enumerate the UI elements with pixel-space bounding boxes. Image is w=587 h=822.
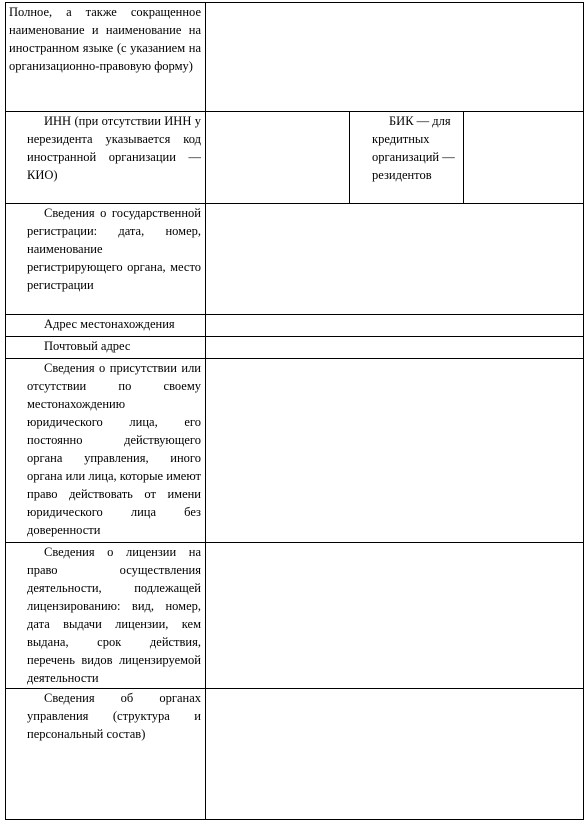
full-name-value[interactable] [206, 3, 583, 111]
state-registration-label: Сведения о государственной регистрации: дата, номер, наименование регистрирующего органа, место регистрации [27, 206, 201, 292]
inn-label: ИНН (при отсутствии ИНН у нерезидента указывается код иностранной организации — КИО) [27, 114, 201, 182]
location-address-label: Адрес местонахождения [44, 317, 175, 331]
bik-label: БИК — для кредитных организаций — резидентов [372, 114, 455, 182]
license-label: Сведения о лицензии на право осуществления деятельности, подлежащей лицензированию: вид, номер, дата выдачи лицензии, кем выдана, срок действия, перечень видов лицензируемой деятельности [27, 545, 201, 685]
inn-bik-divider [349, 111, 350, 204]
postal-address-label: Почтовый адрес [44, 339, 131, 353]
inn-value[interactable] [206, 112, 349, 203]
state-registration-value[interactable] [206, 204, 583, 314]
table-border-bottom [5, 819, 584, 820]
table-border-left [5, 2, 6, 820]
governing-bodies-label: Сведения об органах управления (структура и персональный состав) [27, 691, 201, 741]
license-value[interactable] [206, 543, 583, 688]
governing-bodies-value[interactable] [206, 689, 583, 819]
management-presence-label: Сведения о присутствии или отсутствии по своему местонахождению юридического лица, его постоянно действующего органа управления, иного органа или лица, которые имеют право действовать от имени юридического лица без доверенности [27, 361, 201, 537]
full-name-label: Полное, а также сокращенное наименование и наименование на иностранном языке (с указанием на организационно-правовую форму) [9, 5, 201, 73]
postal-address-value[interactable] [206, 337, 583, 358]
location-address-value[interactable] [206, 315, 583, 336]
management-presence-value[interactable] [206, 359, 583, 542]
bik-value[interactable] [464, 112, 583, 203]
organization-info-form [5, 2, 584, 820]
table-border-right [583, 2, 584, 820]
